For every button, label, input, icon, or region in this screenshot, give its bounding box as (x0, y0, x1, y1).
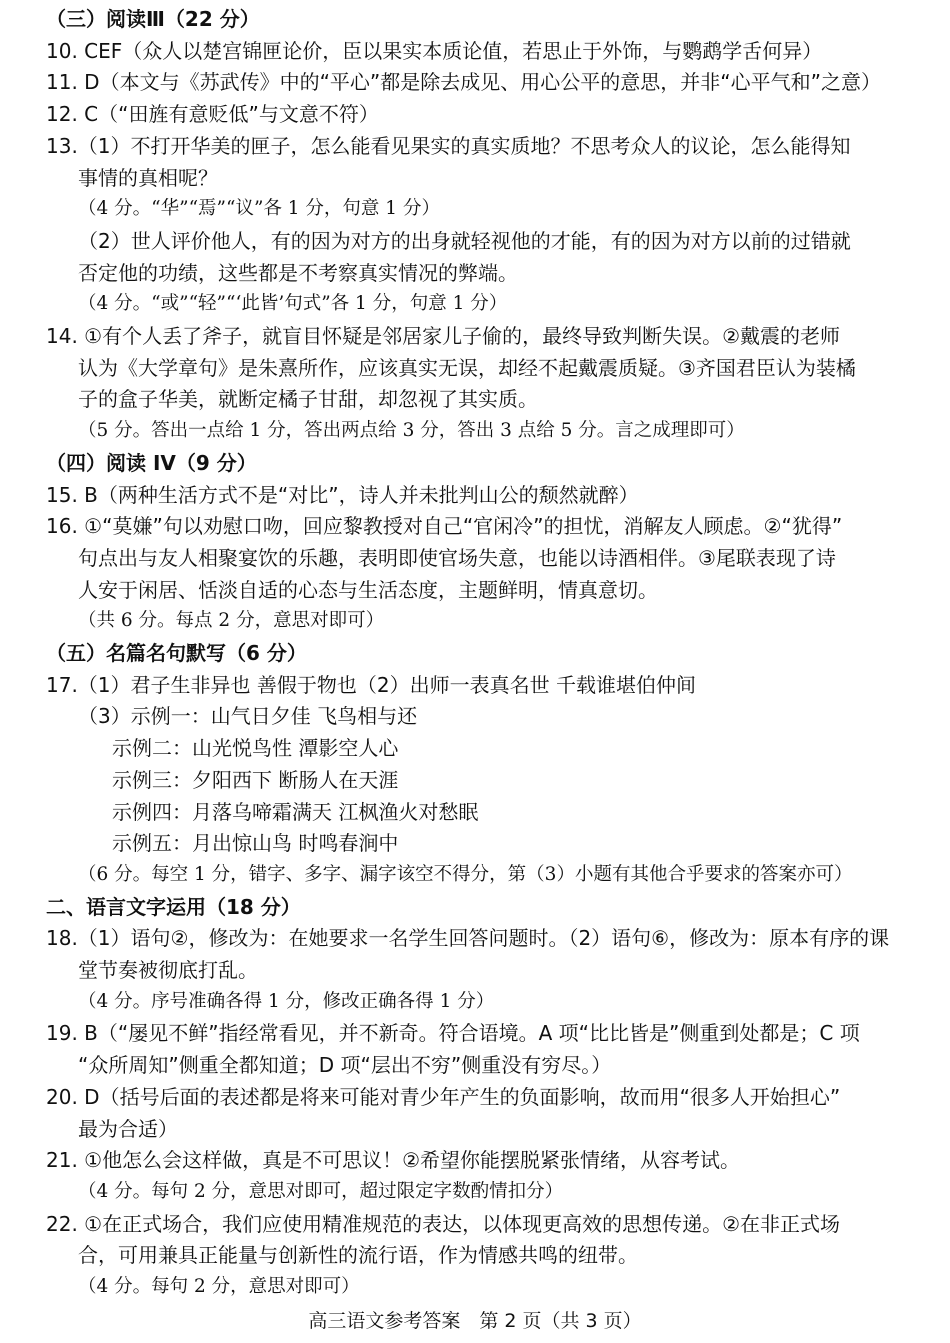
scoring-note: （5 分。答出一点给 1 分，答出两点给 3 分，答出 3 点给 5 分。言之成理即可） (78, 420, 745, 442)
answer-line: 11. D（本文与《苏武传》中的“平心”都是除去成见、用心公平的意思，并非“心平气和”之意） (46, 70, 882, 95)
section-heading: （五）名篇名句默写（6 分） (46, 641, 307, 665)
answer-line: 19. B（“屡见不鲜”指经常看见，并不新奇。符合语境。A 项“比比皆是”侧重到处都是；C 项 (46, 1021, 860, 1046)
section-heading: 二、语言文字运用（18 分） (46, 894, 301, 919)
example-line: 示例五：月出惊山鸟 时鸣春涧中 (112, 831, 399, 856)
answer-line: 18.（1）语句②，修改为：在她要求一名学生回答问题时。（2）语句⑥，修改为：原本有序的课 (46, 926, 890, 951)
scoring-note: （4 分。“华”“焉”“议”各 1 分，句意 1 分） (78, 198, 440, 220)
answer-continuation: （2）世人评价他人，有的因为对方的出身就轻视他的才能，有的因为对方以前的过错就 (78, 228, 851, 253)
example-line: 示例二：山光悦鸟性 潭影空人心 (112, 736, 399, 761)
scoring-note: （4 分。每句 2 分，意思对即可） (78, 1276, 360, 1297)
answer-continuation: 否定他的功绩，这些都是不考察真实情况的弊端。 (78, 260, 518, 285)
answer-continuation: 堂节奏被彻底打乱。 (78, 958, 258, 982)
answer-line: 22. ①在正式场合，我们应使用精准规范的表达，以体现更高效的思想传递。②在非正式场 (46, 1211, 841, 1236)
answer-line: 14. ①有个人丢了斧子，就盲目怀疑是邻居家儿子偷的，最终导致判断失误。②戴震的老师 (46, 324, 841, 348)
answer-continuation: 合，可用兼具正能量与创新性的流行语，作为情感共鸣的纽带。 (78, 1243, 638, 1268)
section-heading: （三）阅读Ⅲ（22 分） (46, 7, 260, 31)
scoring-note: （4 分。“或”“轻”“‘此皆’句式”各 1 分，句意 1 分） (78, 293, 508, 315)
scoring-note: （6 分。每空 1 分，错字、多字、漏字该空不得分，第（3）小题有其他合乎要求的答案亦可） (78, 863, 853, 885)
answer-continuation: “众所周知”侧重全都知道；D 项“层出不穷”侧重没有穷尽。） (78, 1053, 612, 1078)
answer-continuation: 子的盒子华美，就断定橘子甘甜，却忽视了其实质。 (78, 387, 538, 412)
answer-continuation: 事情的真相呢？ (78, 165, 218, 190)
scoring-note: （共 6 分。每点 2 分，意思对即可） (78, 610, 385, 632)
answer-line: 17.（1）君子生非异也 善假于物也（2）出师一表真名世 千载谁堪伯仲间 (46, 672, 696, 697)
answer-continuation: 句点出与友人相聚宴饮的乐趣，表明即使官场失意，也能以诗酒相伴。③尾联表现了诗 (78, 545, 836, 570)
scoring-note: （4 分。序号准确各得 1 分，修改正确各得 1 分） (78, 990, 495, 1012)
answer-continuation: 最为合适） (78, 1116, 178, 1141)
answer-continuation: 认为《大学章句》是朱熹所作，应该真实无误，却经不起戴震质疑。③齐国君臣认为装橘 (78, 355, 856, 380)
answer-line: 20. D（括号后面的表述都是将来可能对青少年产生的负面影响，故而用“很多人开始担心” (46, 1084, 841, 1109)
answer-line: 16. ①“莫嫌”句以劝慰口吻，回应黎教授对自己“官闲冷”的担忧，消解友人顾虑。②“犹得” (46, 514, 843, 539)
answer-line: 10. CEF（众人以楚宫锦匣论价，臣以果实本质论值，若思止于外饰，与鹦鹉学舌何异） (46, 38, 823, 63)
answer-continuation: 人安于闲居、恬淡自适的心态与生活态度，主题鲜明，情真意切。 (78, 577, 658, 602)
answer-line: 13.（1）不打开华美的匣子，怎么能看见果实的真实质地？不思考众人的议论，怎么能得知 (46, 133, 851, 158)
page-footer: 高三语文参考答案 第 2 页（共 3 页） (308, 1310, 642, 1332)
example-line: 示例三：夕阳西下 断肠人在天涯 (112, 767, 399, 792)
scoring-note: （4 分。每句 2 分，意思对即可，超过限定字数酌情扣分） (78, 1180, 564, 1202)
answer-line: 21. ①他怎么会这样做，真是不可思议！②希望你能摆脱紧张情绪，从容考试。 (46, 1148, 741, 1173)
section-heading: （四）阅读 IV（9 分） (46, 450, 257, 475)
answer-line: 15. B（两种生活方式不是“对比”，诗人并未批判山公的颓然就醉） (46, 482, 639, 507)
answer-continuation: （3）示例一：山气日夕佳 飞鸟相与还 (78, 704, 418, 729)
example-line: 示例四：月落乌啼霜满天 江枫渔火对愁眠 (112, 799, 479, 824)
answer-line: 12. C（“田旌有意贬低”与文意不符） (46, 102, 379, 127)
